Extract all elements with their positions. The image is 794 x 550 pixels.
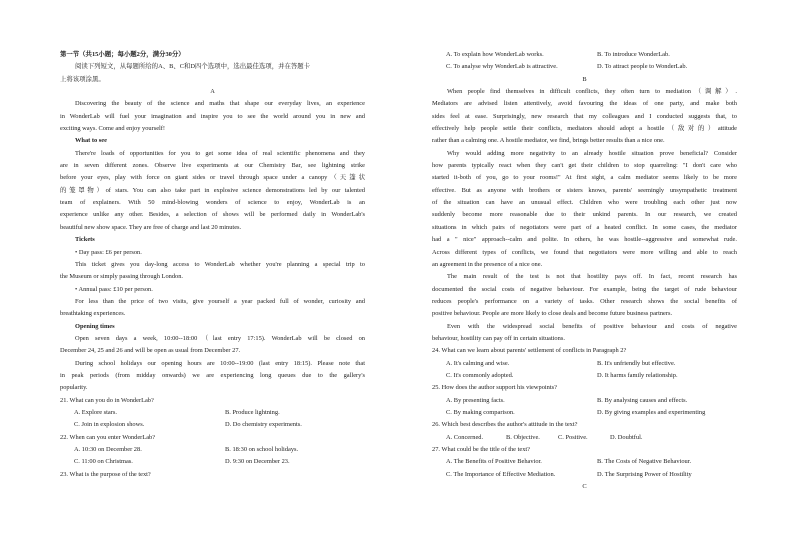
section-header: 第一节（共15小题；每小题2分，满分30分） <box>60 51 185 58</box>
question-27-options <box>432 456 737 468</box>
question-25: 25. How does the author support his viewpoints? <box>432 384 557 392</box>
option-d: D. To attract people to WonderLab. <box>597 63 688 71</box>
option-d: D. Do chemistry experiments. <box>225 421 302 429</box>
heading-tickets: Tickets <box>75 236 95 244</box>
question-23-options <box>432 49 737 61</box>
question-26-options <box>432 432 737 444</box>
annual-pass: • Annual pass: £10 per person. <box>75 285 153 293</box>
option-b: B. To introduce WonderLab. <box>597 51 670 58</box>
passage-line: of the situation can have an unusual effect. Children who were troubling each other just now <box>432 199 737 207</box>
passage-line: For less than the price of two visits, give yourself a year packed full of wonder, curiosity and <box>75 297 365 305</box>
option-a: A. The Benefits of Positive Behavior. <box>446 458 542 466</box>
passage-line: Even with the widespread social benefits of positive behaviour and costs of negative <box>447 322 737 330</box>
passage-a-label: A <box>210 88 215 96</box>
passage-line: behaviour, hostility can pay off in certain situations. <box>432 334 565 342</box>
passage-line: experience unlike any other. Besides, a selection of shows will be performed daily in WonderLab's <box>60 211 365 219</box>
heading-opening-times: Opening times <box>75 322 115 330</box>
passage-line: Why would adding more negativity to an already hostile situation prove beneficial? Consider <box>447 149 737 157</box>
passage-line: reduces people's performance on a variety of tasks. Other research shows the social benefits of <box>432 297 737 305</box>
passage-line: rather than a calming one. A hostile mediator, we find, brings better results than a nice one. <box>432 137 665 145</box>
question-22: 22. When can you enter WonderLab? <box>60 433 156 441</box>
passage-line: This ticket gives you day-long access to WonderLab whether you're planning a special trip to <box>75 260 365 268</box>
passage-line: positive behaviour. People are more likely to close deals and become future business partners. <box>432 310 673 318</box>
passage-line: Open seven days a week, 10:00--18:00（last entry 17:15). WonderLab will be closed on <box>75 334 365 342</box>
question-27: 27. What could be the title of the text? <box>432 446 531 453</box>
passage-line: in peak periods (from midday onwards) we are experiencing long queues due to the gallery's <box>60 371 365 379</box>
option-b: B. Produce lightning. <box>225 408 280 416</box>
passage-line: in WonderLab will fuel your imagination and inspire you to see the world around you in new and <box>60 112 365 120</box>
option-a: A. Explore stars. <box>74 408 117 416</box>
question-22-options <box>60 456 365 468</box>
option-a: A. By presenting facts. <box>446 396 505 404</box>
passage-line: 的笼罩物）of stars. You can also take part in explosive science demonstrations led by our talented <box>60 186 365 194</box>
question-24-options <box>432 358 737 370</box>
passage-line: effective. But as anyone with brothers or sisters knows, parents' seemingly unsympathetic treatment <box>432 186 737 194</box>
instruction-line: 上将该项涂黑。 <box>60 75 105 83</box>
passage-line: had a " nice" approach--calm and polite. In others, he was hostile--aggressive and somewhat rude. <box>432 236 737 244</box>
instruction-line: 阅读下列短文，从每题所给的A、B、C和D四个选项中，选出最佳选项，并在答题卡 <box>75 63 311 71</box>
option-c: C. Join in explosion shows. <box>74 421 145 429</box>
passage-line: started it-both of you, go to your rooms!" At first sight, a calm mediator seems likely to be more <box>432 174 737 182</box>
passage-line: situations in which pairs of negotiators were part of a heated conflict. In some cases, the mediator <box>432 223 737 231</box>
question-25-options <box>432 407 737 419</box>
option-c: C. 11:00 on Christmas. <box>74 458 133 466</box>
option-b: B. It's unfriendly but effective. <box>597 359 676 367</box>
passage-line: the Museum or simply passing through London. <box>60 273 184 281</box>
passage-line: There're loads of opportunities for you to get some idea of real scientific phenomena and they <box>75 149 365 157</box>
passage-line: sides feel at ease. Surprisingly, new research that my colleagues and I conducted suggests that, to <box>432 112 737 120</box>
passage-line: documented the social costs of negative behaviour. For example, being the target of rude behaviour <box>432 285 737 293</box>
question-21-options <box>60 407 365 419</box>
option-d: D. 9:30 on December 23. <box>225 458 290 466</box>
option-b: B. 18:30 on school holidays. <box>225 446 299 453</box>
option-a: A. Concerned. <box>446 433 484 441</box>
passage-line: Discovering the beauty of the science and maths that shape our everyday lives, an experience <box>75 100 365 108</box>
passage-line: Across different types of conflicts, we found that negotiators were more willing and able to reach <box>432 248 737 256</box>
option-a: A. It's calming and wise. <box>446 359 510 367</box>
option-c: C. It's commonly adopted. <box>446 371 514 379</box>
question-24-options <box>432 370 737 382</box>
option-b: B. Objective. <box>506 433 540 441</box>
passage-line: beautiful new show space. They are free of charge and last 20 minutes. <box>60 223 242 231</box>
left-column <box>60 49 365 481</box>
question-23: 23. What is the purpose of the text? <box>60 470 151 478</box>
question-24: 24. What can we learn about parents' settlement of conflicts in Paragraph 2? <box>432 347 627 355</box>
passage-line: before your eyes, play with force on giant sides or travel through space under a canopy（天篷状 <box>60 174 365 182</box>
option-a: A. To explain how WonderLab works. <box>446 51 544 58</box>
passage-line: how parents typically react when they can't get their children to stop quarreling: "I don't care who <box>432 162 737 170</box>
passage-line: suddenly become more reasonable due to their unkind parents. In our research, we created <box>432 211 737 219</box>
option-c: C. By making comparison. <box>446 408 515 416</box>
option-b: B. The Costs of Negative Behaviour. <box>597 458 692 466</box>
passage-line: During school holidays our opening hours are 10:00--19:00 (last entry 18:15). Please note that <box>75 359 365 367</box>
option-c: C. Positive. <box>558 433 588 441</box>
right-column <box>432 49 737 493</box>
question-21: 21. What can you do in WonderLab? <box>60 396 154 404</box>
question-27-options <box>432 469 737 481</box>
passage-line: team of explainers. With 50 mind-blowing wonders of science to enjoy, WonderLab is an <box>60 199 365 207</box>
passage-line: Mediators are advised listen attentively, avoid favouring the ideas of one party, and make both <box>432 100 737 108</box>
question-25-options <box>432 395 737 407</box>
option-c: C. The Importance of Effective Mediation. <box>446 470 556 478</box>
heading-what-to-see: What to see <box>75 137 107 145</box>
passage-line: The main result of the test is not that hostility pays off. In fact, recent research has <box>447 273 737 281</box>
passage-line: popularity. <box>60 384 88 392</box>
passage-line: breathtaking experiences. <box>60 310 126 318</box>
option-b: B. By analysing causes and effects. <box>597 396 688 404</box>
option-a: A. 10:30 on December 28. <box>74 446 142 453</box>
option-c: C. To analyse why WonderLab is attractive. <box>446 63 558 71</box>
passage-b-label: B <box>582 75 587 83</box>
option-d: D. Doubtful. <box>610 433 643 441</box>
option-d: D. The Surprising Power of Hostility <box>597 470 692 478</box>
passage-line: effectively help people settle their conflicts, mediators should adopt a hostile（敌对的）attitude <box>432 125 737 133</box>
passage-line: are in seven different zones. Observe live experiments at our Chemistry Bar, see lightning strike <box>60 162 365 170</box>
question-26: 26. Which best describes the author's attitude in the text? <box>432 421 578 429</box>
option-d: D. By giving examples and experimenting <box>597 408 706 416</box>
question-23-options <box>432 61 737 73</box>
passage-line: an agreement in the presence of a nice one. <box>432 260 543 268</box>
passage-line: When people find themselves in difficult conflicts, they often turn to mediation（调解）. <box>447 88 737 96</box>
passage-line: December 24, 25 and 26 and will be open as usual from December 27. <box>60 347 241 355</box>
day-pass: • Day pass: £6 per person. <box>75 248 142 256</box>
passage-line: exciting ways. Come and enjoy yourself! <box>60 125 166 133</box>
question-22-options <box>60 444 365 456</box>
passage-c-label: C <box>582 483 587 491</box>
question-21-options <box>60 419 365 431</box>
option-d: D. It harms family relationship. <box>597 371 678 379</box>
